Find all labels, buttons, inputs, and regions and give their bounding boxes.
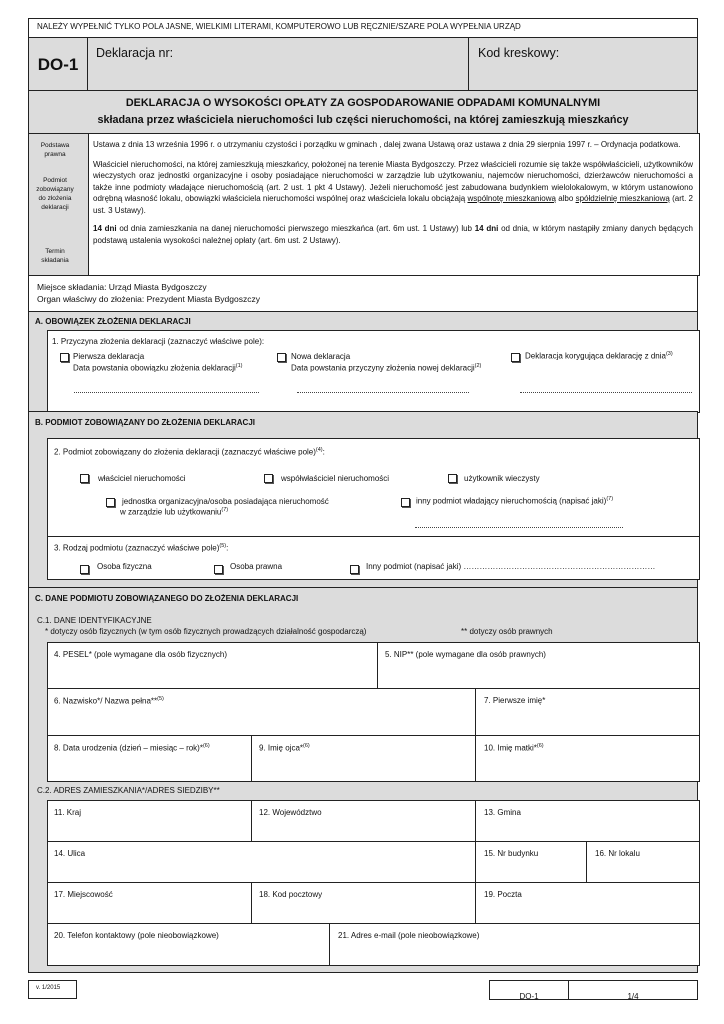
commune-label: 13. Gmina (484, 808, 521, 817)
street-label: 14. Ulica (54, 849, 86, 858)
mother-name-field[interactable] (475, 735, 700, 782)
first-declaration-checkbox[interactable] (60, 353, 69, 362)
father-name-sup: (6) (303, 743, 310, 749)
declaration-no-label: Deklaracja nr: (96, 46, 174, 60)
obliged-text-u1: wspólnotę mieszkaniową (467, 194, 556, 203)
new-declaration-checkbox[interactable] (277, 353, 286, 362)
version-box (28, 980, 77, 999)
email-label: 21. Adres e-mail (pole nieobowiązkowe) (338, 931, 480, 940)
title-line1: DEKLARACJA O WYSOKOŚCI OPŁATY ZA GOSPODAROWANIE ODPADAMI KOMUNALNYMI (125, 97, 601, 109)
basis-label: Podstawa prawna (40, 142, 70, 158)
other-type-checkbox[interactable] (350, 565, 359, 574)
nip-field[interactable] (377, 642, 700, 689)
correction-declaration-label (525, 351, 673, 361)
form-code: DO-1 (37, 55, 79, 74)
town-label: 17. Miejscowość (54, 890, 113, 899)
term-label: Termin składania (41, 248, 69, 264)
building-no-field[interactable] (475, 841, 587, 883)
country-label: 11. Kraj (54, 808, 81, 817)
phone-field[interactable] (47, 923, 330, 966)
c1-note-natural: * dotyczy osób fizycznych (w tym osób fizycznych prowadzących działalność gospodarczą) (45, 627, 367, 636)
section-a-title: A. OBOWIĄZEK ZŁOŻENIA DEKLARACJI (35, 317, 191, 326)
subject-question-sup: (4) (315, 447, 323, 453)
first-declaration-sup: (1) (235, 363, 243, 369)
section-b-q3 (47, 536, 700, 580)
subject-question-text: 2. Podmiot zobowiązany do złożenia deklaracji (zaznaczyć właściwe pole) (54, 447, 316, 457)
birth-date-label: 8. Data urodzenia (dzień – miesiąc – rok)* (54, 743, 203, 753)
flat-no-label: 16. Nr lokalu (595, 849, 640, 858)
subject-question-end: : (322, 447, 325, 457)
surname-sup: (5) (157, 696, 164, 702)
first-name-field[interactable] (475, 688, 700, 736)
c1-note-legal: ** dotyczy osób prawnych (461, 627, 553, 636)
nip-label: 5. NIP** (pole wymagane dla osób prawnych) (385, 650, 546, 659)
legal-person-label: Osoba prawna (230, 562, 283, 571)
obliged-text-end: (art. 2 ust. 3 Ustawy). (93, 194, 693, 215)
page-number-box (568, 980, 698, 1000)
org-unit-checkbox[interactable] (106, 498, 115, 507)
phone-label: 20. Telefon kontaktowy (pole nieobowiązkowe) (54, 931, 219, 940)
obliged-label: Podmiot zobowiązany do złożenia deklaracji (36, 177, 74, 211)
new-declaration-label: Nowa deklaracja (291, 352, 351, 361)
subject-question (54, 447, 325, 457)
entity-type-question-text: 3. Rodzaj podmiotu (zaznaczyć właściwe pole) (54, 543, 220, 553)
legal-content (88, 133, 700, 276)
term-text1: od dnia zamieszkania na danej nieruchomości pierwszego mieszkańca (art. 6m ust. 1 Ustawy) lub (119, 224, 473, 233)
other-entity-sup: (7) (606, 496, 614, 502)
obliged-text-a: Właściciel nieruchomości, na której zamieszkują mieszkańcy, położonej na terenie Miasta Bydgoszczy. Przez właścicieli rozumie się także współwłaścicieli, użytkowników wieczystych oraz jednostki organizacyjne i osoby posiadające nieruchomości w zarządzie lub użytkowaniu, najemców nieruchomości, dzierżawców nieruchomości a także inne podmioty władające nieruchomością (art. 2 ust. 1 pkt 4 Ustawy). Jeżeli nieruchomość jest zabudowana budynkiem wielolokalowym, w którym ustanowiono odrębną własność lokalu, obowiązki właściciela nieruchomości wspólnej oraz właściciela lokalu obciążają (93, 159, 693, 203)
declaration-no-box (87, 37, 469, 91)
place-line2: Organ właściwy do złożenia: Prezydent Miasta Bydgoszczy (37, 294, 260, 304)
father-name-field[interactable] (251, 735, 476, 782)
version-text: v. 1/2015 (36, 985, 61, 991)
term-bold2: 14 dni (474, 224, 499, 233)
org-unit-label-b (120, 507, 228, 517)
first-declaration-label: Pierwsza deklaracja (73, 352, 145, 361)
instruction-bar (28, 18, 698, 38)
surname-label: 6. Nazwisko*/ Nazwa pełna** (54, 696, 158, 706)
building-no-label: 15. Nr budynku (484, 849, 539, 858)
correction-declaration-date-input[interactable] (520, 392, 692, 393)
section-b-title: B. PODMIOT ZOBOWIĄZANY DO ZŁOŻENIA DEKLARACJI (35, 418, 255, 427)
title-line2: składana przez właściciela nieruchomości lub części nieruchomości, na której zamieszkują mieszkańcy (97, 114, 629, 126)
mother-name-sup: (6) (536, 743, 544, 749)
perpetual-user-checkbox[interactable] (448, 474, 457, 483)
footer-code-box (489, 980, 569, 1000)
barcode-box (468, 37, 698, 91)
other-type-label[interactable]: Inny podmiot (napisać jaki) ……………………………………………………………… (366, 562, 656, 571)
other-entity-input[interactable] (415, 527, 623, 528)
other-entity-checkbox[interactable] (401, 498, 410, 507)
natural-person-checkbox[interactable] (80, 565, 89, 574)
postal-code-label: 18. Kod pocztowy (259, 890, 323, 899)
postal-code-field[interactable] (251, 882, 476, 924)
owner-label: właściciel nieruchomości (98, 474, 186, 483)
instruction-text: NALEŻY WYPEŁNIĆ TYLKO POLA JASNE, WIELKIMI LITERAMI, KOMPUTEROWO LUB RĘCZNIE/SZARE POLA WYPEŁNIA URZĄD (37, 22, 521, 31)
new-declaration-sub (291, 363, 481, 373)
co-owner-label: współwłaściciel nieruchomości (281, 474, 390, 483)
entity-type-question (54, 543, 228, 553)
c1-title: C.1. DANE IDENTYFIKACYJNE (37, 616, 152, 625)
post-office-label: 19. Poczta (484, 890, 522, 899)
first-declaration-sub (73, 363, 243, 373)
new-declaration-date-input[interactable] (297, 392, 469, 393)
correction-declaration-sup: (3) (665, 351, 673, 357)
commune-field[interactable] (475, 800, 700, 842)
c2-title: C.2. ADRES ZAMIESZKANIA*/ADRES SIEDZIBY** (37, 786, 220, 795)
term-text2: od dnia, w którym nastąpiły zmiany danych będących podstawą ustalenia wysokości należnej opłaty (art. 6m ust. 2 Ustawy). (93, 224, 693, 245)
form-code-box (28, 37, 88, 91)
post-office-field[interactable] (475, 882, 700, 924)
obliged-text-mid: albo (558, 194, 574, 203)
mother-name-label: 10. Imię matki* (484, 743, 537, 753)
new-declaration-sub-text: Data powstania przyczyny złożenia nowej deklaracji (291, 363, 475, 373)
section-c-title: C. DANE PODMIOTU ZOBOWIĄZANEGO DO ZŁOŻENIA DEKLARACJI (35, 594, 299, 603)
other-entity-text: inny podmiot władający nieruchomością (napisać jaki) (416, 496, 607, 506)
country-field[interactable] (47, 800, 252, 842)
pesel-label: 4. PESEL* (pole wymagane dla osób fizycznych) (54, 650, 227, 659)
voivodeship-field[interactable] (251, 800, 476, 842)
new-declaration-sup: (2) (474, 363, 482, 369)
footer-code: DO-1 (519, 992, 539, 1001)
co-owner-checkbox[interactable] (264, 474, 273, 483)
obliged-text (93, 159, 693, 217)
pesel-field[interactable] (47, 642, 378, 689)
legal-block (28, 133, 698, 276)
father-name-label: 9. Imię ojca* (259, 743, 304, 753)
entity-type-question-end: : (226, 543, 229, 553)
term-text (93, 223, 693, 246)
title-box (28, 90, 698, 134)
flat-no-field[interactable] (586, 841, 700, 883)
org-unit-sup: (7) (221, 507, 229, 513)
perpetual-user-label: użytkownik wieczysty (464, 474, 540, 483)
email-field[interactable] (329, 923, 700, 966)
natural-person-label: Osoba fizyczna (97, 562, 152, 571)
section-a-content (47, 330, 700, 413)
correction-declaration-checkbox[interactable] (511, 353, 520, 362)
birth-date-field[interactable] (47, 735, 252, 782)
place-block (28, 275, 698, 312)
entity-type-question-sup: (5) (219, 543, 227, 549)
place-line1: Miejsce składania: Urząd Miasta Bydgoszczy (37, 282, 207, 292)
term-bold1: 14 dni (93, 224, 117, 233)
org-unit-label-a: jednostka organizacyjna/osoba posiadająca nieruchomość (122, 497, 329, 506)
section-b (28, 411, 698, 588)
street-field[interactable] (47, 841, 476, 883)
birth-date-sup: (6) (202, 743, 210, 749)
basis-text: Ustawa z dnia 13 września 1996 r. o utrzymaniu czystości i porządku w gminach , dalej zwana Ustawą oraz ustawa z dnia 29 sierpnia 1997 r. – Ordynacja podatkowa. (93, 140, 681, 149)
voivodeship-label: 12. Województwo (259, 808, 322, 817)
first-name-label: 7. Pierwsze imię* (484, 696, 546, 705)
surname-field[interactable] (47, 688, 476, 736)
other-entity-label (416, 496, 613, 506)
section-c (28, 587, 698, 973)
section-a (28, 311, 698, 412)
correction-declaration-text: Deklaracja korygująca deklarację z dnia (525, 351, 666, 361)
obliged-text-u2: spółdzielnię mieszkaniową (575, 194, 670, 203)
owner-checkbox[interactable] (80, 474, 89, 483)
first-declaration-sub-text: Data powstania obowiązku złożenia deklaracji (73, 363, 236, 373)
section-b-q2 (47, 438, 700, 537)
town-field[interactable] (47, 882, 252, 924)
reason-question: 1. Przyczyna złożenia deklaracji (zaznaczyć właściwe pole): (52, 337, 265, 346)
barcode-label: Kod kreskowy: (478, 46, 560, 60)
first-declaration-date-input[interactable] (74, 392, 259, 393)
legal-person-checkbox[interactable] (214, 565, 223, 574)
page-number: 1/4 (627, 992, 639, 1001)
org-unit-label-b-text: w zarządzie lub użytkowaniu (120, 507, 222, 517)
